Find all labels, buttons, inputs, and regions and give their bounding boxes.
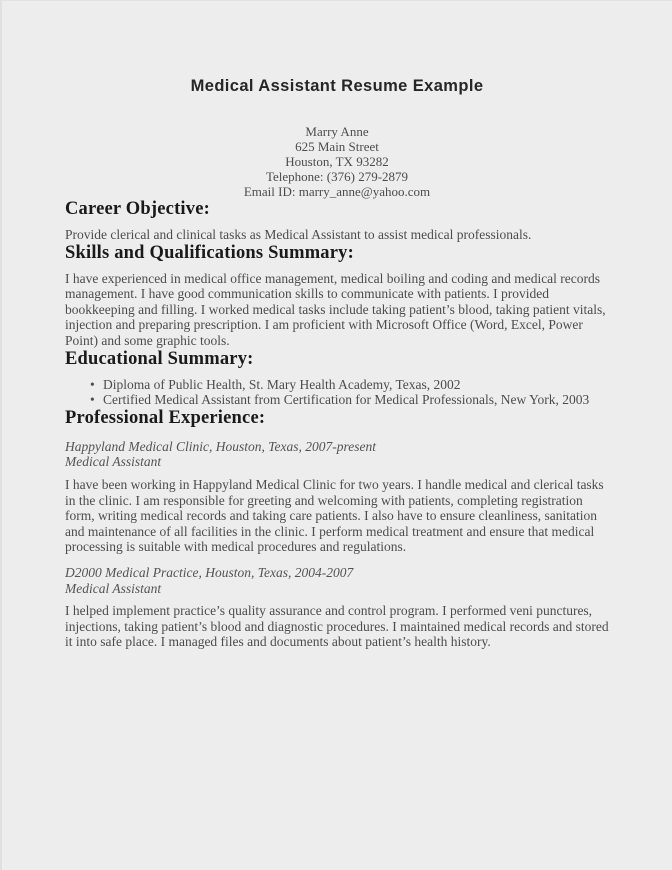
job-meta-happyland [65, 439, 615, 470]
job-description-happyland: I have been working in Happyland Medical Clinic for two years. I handle medical and clerical tasks in the clinic. I am responsible for greeting and welcoming with patients, completing registration form, writing medical records and taking care patients. I also have to ensure cleanliness, sanitation and maintenance of all facilities in the clinic. I perform medical treatment and ensure that medical processing is suitable with medical procedures and regulations. [65, 476, 604, 555]
contact-city-state-zip: Houston, TX 93282 [285, 154, 389, 169]
section-heading-educational-summary: Educational Summary: [65, 348, 254, 369]
section-heading-career-objective: Career Objective: [65, 199, 210, 219]
job-description-d2000: I helped implement practice’s quality assurance and control program. I performed veni punctures, injections, taking patient’s blood and diagnostic procedures. I maintained medical records and stored it into safe place. I managed files and documents about patient’s health history. [65, 603, 609, 650]
job-meta-d2000 [65, 565, 615, 596]
job-employer-line: Happyland Medical Clinic, Houston, Texas, 2007-present [65, 438, 376, 454]
skills-summary-text: I have experienced in medical office management, medical boiling and coding and medical records management. I have good communication skills to communicate with patients. I provided bookkeeping and filling. I worked medical tasks include taking patient’s blood, taking patient vitals, injection and preparing prescription. I am proficient with Microsoft Office (Word, Excel, Power Point) and some graphic tools. [65, 270, 606, 348]
contact-telephone: Telephone: (376) 279-2879 [265, 169, 409, 184]
page-title: Medical Assistant Resume Example [190, 77, 484, 95]
job-title-line: Medical Assistant [65, 580, 162, 596]
contact-block [2, 124, 672, 199]
contact-street: 625 Main Street [295, 139, 379, 154]
section-heading-skills-summary: Skills and Qualifications Summary: [65, 242, 354, 263]
job-employer-line: D2000 Medical Practice, Houston, Texas, 2004-2007 [65, 564, 354, 580]
education-list-item: • Diploma of Public Health, St. Mary Health Academy, Texas, 2002 [103, 377, 615, 393]
resume-body [65, 199, 615, 650]
job-title-line: Medical Assistant [65, 454, 162, 470]
section-heading-professional-experience: Professional Experience: [65, 407, 266, 428]
education-list [65, 377, 615, 408]
education-list-item: • Certified Medical Assistant from Certification for Medical Professionals, New York, 2003 [103, 392, 615, 408]
contact-email: Email ID: marry_anne@yahoo.com [243, 184, 431, 199]
career-objective-text: Provide clerical and clinical tasks as Medical Assistant to assist medical professionals. [65, 227, 532, 242]
contact-name: Marry Anne [305, 124, 369, 139]
